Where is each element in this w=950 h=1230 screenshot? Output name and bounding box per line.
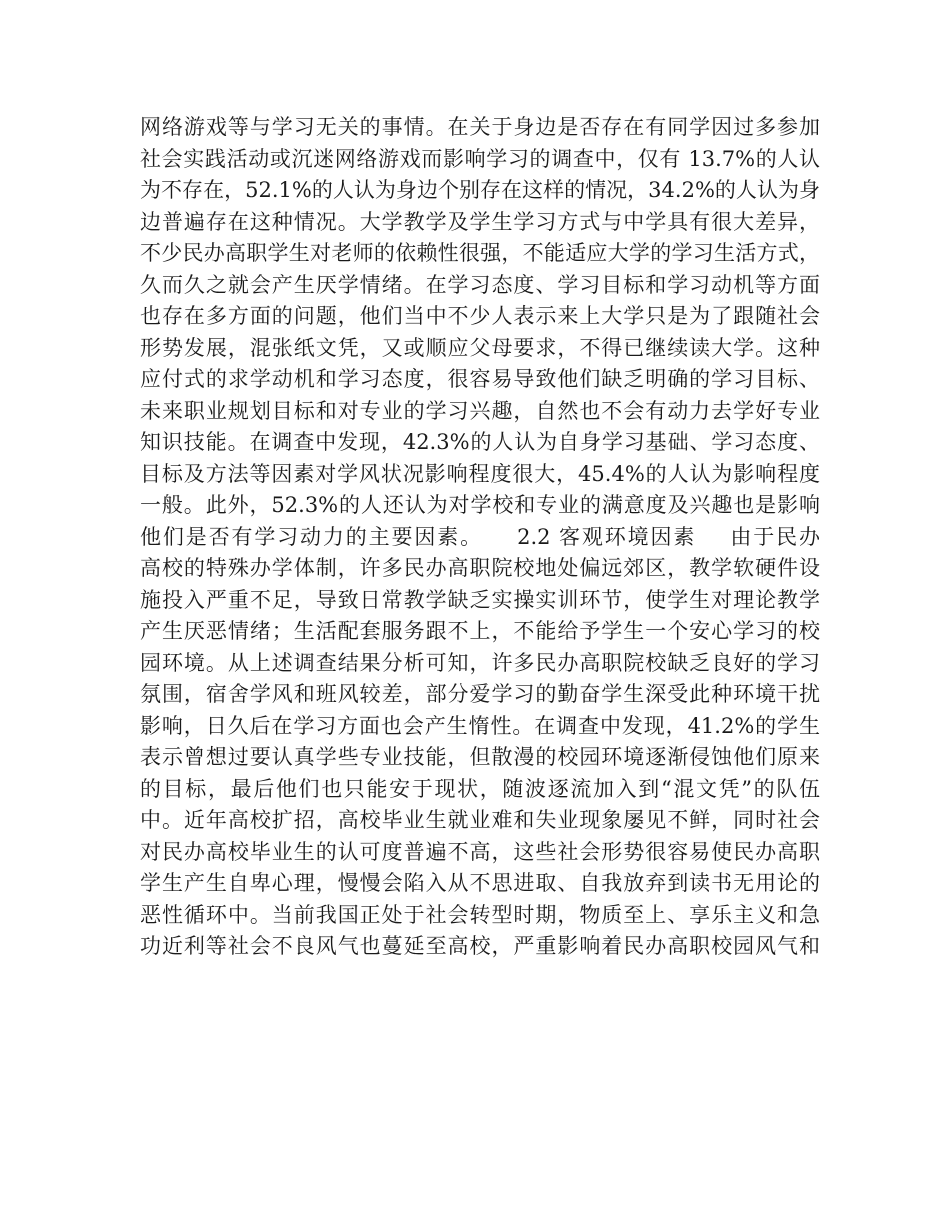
text-line: 产生厌恶情绪；生活配套服务跟不上，不能给予学生一个安心学习的校 — [140, 619, 820, 643]
text-line: 对民办高校毕业生的认可度普遍不高，这些社会形势很容易使民办高职 — [140, 839, 820, 864]
text-line: 未来职业规划目标和对专业的学习兴趣，自然也不会有动力去学好专业 — [140, 398, 820, 423]
text-line: 社会实践活动或沉迷网络游戏而影响学习的调查中，仅有 13.7%的人认 — [140, 146, 820, 171]
text-line: 影响，日久后在学习方面也会产生惰性。在调查中发现，41.2%的学生 — [140, 713, 820, 738]
text-line: 学生产生自卑心理，慢慢会陷入从不思进取、自我放弃到读书无用论的 — [140, 871, 820, 895]
text-line: 的目标，最后他们也只能安于现状，随波逐流加入到“混文凭”的队伍 — [140, 776, 820, 801]
text-line: 一般。此外，52.3%的人还认为对学校和专业的满意度及兴趣也是影响 — [140, 493, 820, 517]
text-line: 施投入严重不足，导致日常教学缺乏实操实训环节，使学生对理论教学 — [140, 587, 820, 612]
text-line: 也存在多方面的问题，他们当中不少人表示来上大学只是为了跟随社会 — [140, 304, 820, 328]
text-line: 久而久之就会产生厌学情绪。在学习态度、学习目标和学习动机等方面 — [140, 272, 820, 297]
text-line: 园环境。从上述调查结果分析可知，许多民办高职院校缺乏良好的学习 — [140, 650, 820, 675]
text-line: 知识技能。在调查中发现，42.3%的人认为自身学习基础、学习态度、 — [140, 430, 820, 454]
text-line: 边普遍存在这种情况。大学教学及学生学习方式与中学具有很大差异， — [140, 209, 820, 234]
text-line: 不少民办高职学生对老师的依赖性很强，不能适应大学的学习生活方式， — [140, 241, 820, 265]
text-line: 功近利等社会不良风气也蔓延至高校，严重影响着民办高职校园风气和 — [140, 934, 820, 958]
text-line: 表示曾想过要认真学些专业技能，但散漫的校园环境逐渐侵蚀他们原来 — [140, 745, 820, 769]
text-line: 网络游戏等与学习无关的事情。在关于身边是否存在有同学因过多参加 — [140, 115, 820, 139]
text-line: 目标及方法等因素对学风状况影响程度很大，45.4%的人认为影响程度 — [140, 461, 820, 486]
text-line: 高校的特殊办学体制，许多民办高职院校地处偏远郊区，教学软硬件设 — [140, 556, 820, 580]
body-text — [140, 112, 820, 963]
text-line: 氛围，宿舍学风和班风较差，部分爱学习的勤奋学生深受此种环境干扰 — [140, 682, 820, 706]
text-line: 为不存在，52.1%的人认为身边个别存在这样的情况，34.2%的人认为身 — [140, 178, 820, 202]
text-line: 中。近年高校扩招，高校毕业生就业难和失业现象屡见不鲜，同时社会 — [140, 808, 820, 832]
text-line: 形势发展，混张纸文凭，又或顺应父母要求，不得已继续读大学。这种 — [140, 335, 820, 360]
text-line: 他们是否有学习动力的主要因素。 2.2 客观环境因素 由于民办 — [140, 524, 820, 549]
text-line: 恶性循环中。当前我国正处于社会转型时期，物质至上、享乐主义和急 — [140, 902, 820, 927]
text-line: 应付式的求学动机和学习态度，很容易导致他们缺乏明确的学习目标、 — [140, 367, 820, 391]
